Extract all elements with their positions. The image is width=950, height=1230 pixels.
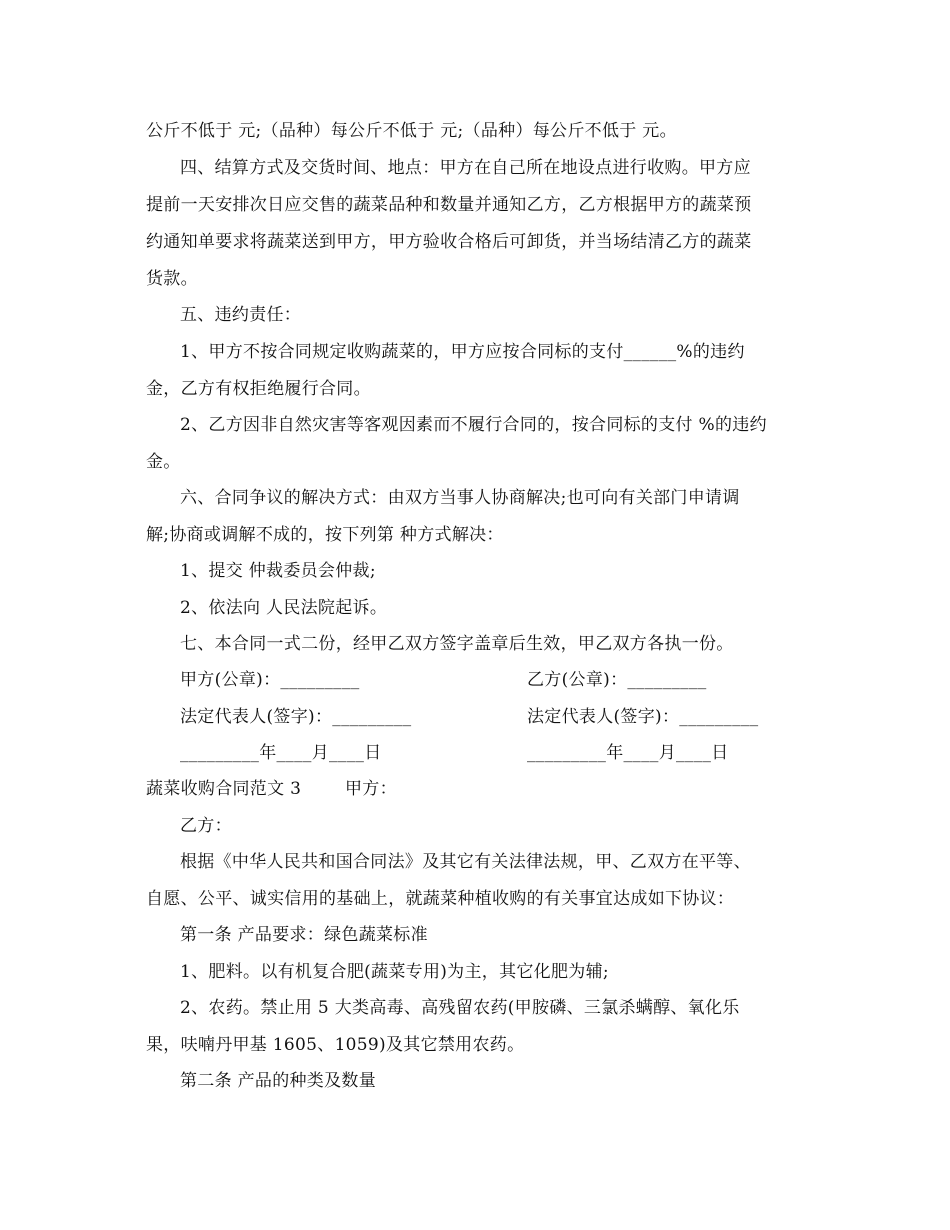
section-title: 蔬菜收购合同范文 3 [146, 779, 302, 799]
paragraph-line: 约通知单要求将蔬菜送到甲方，甲方验收合格后可卸货，并当场结清乙方的蔬菜 [146, 232, 752, 252]
party-a-representative: 法定代表人(签字)：_________ [180, 707, 412, 727]
paragraph-line: 提前一天安排次日应交售的蔬菜品种和数量并通知乙方，乙方根据甲方的蔬菜预 [146, 195, 752, 215]
party-b-representative: 法定代表人(签字)：_________ [527, 707, 759, 727]
paragraph-line: 货款。 [146, 269, 198, 289]
party-b-date: _________年____月____日 [527, 743, 729, 763]
article-heading: 第一条 产品要求：绿色蔬菜标准 [180, 925, 428, 945]
paragraph-line: 六、合同争议的解决方式：由双方当事人协商解决;也可向有关部门申请调 [180, 488, 740, 508]
paragraph-line: 2、农药。禁止用 5 大类高毒、高残留农药(甲胺磷、三氯杀螨醇、氧化乐 [180, 998, 740, 1018]
party-a-label: 甲方： [345, 779, 397, 799]
party-b-label: 乙方： [180, 816, 232, 836]
party-a-seal: 甲方(公章)：_________ [180, 670, 360, 690]
paragraph-line: 1、肥料。以有机复合肥(蔬菜专用)为主，其它化肥为辅; [180, 962, 609, 982]
paragraph-line: 2、依法向 人民法院起诉。 [180, 598, 388, 618]
paragraph-line: 果，呋喃丹甲基 1605、1059)及其它禁用农药。 [146, 1035, 525, 1055]
paragraph-line: 四、结算方式及交货时间、地点：甲方在自己所在地设点进行收购。甲方应 [180, 158, 751, 178]
paragraph-line: 金，乙方有权拒绝履行合同。 [146, 379, 371, 399]
paragraph-line: 根据《中华人民共和国合同法》及其它有关法律法规，甲、乙双方在平等、 [180, 852, 751, 872]
paragraph-line: 1、提交 仲裁委员会仲裁; [180, 561, 376, 581]
paragraph-line: 公斤不低于 元;（品种）每公斤不低于 元;（品种）每公斤不低于 元。 [146, 121, 677, 141]
paragraph-line: 金。 [146, 452, 181, 472]
paragraph-line: 七、本合同一式二份，经甲乙双方签字盖章后生效，甲乙双方各执一份。 [180, 634, 734, 654]
section-heading: 五、违约责任： [180, 305, 302, 325]
paragraph-line: 解;协商或调解不成的，按下列第 种方式解决： [146, 525, 504, 545]
article-heading: 第二条 产品的种类及数量 [180, 1071, 377, 1091]
paragraph-line: 自愿、公平、诚实信用的基础上，就蔬菜种植收购的有关事宜达成如下协议： [146, 889, 735, 909]
party-a-date: _________年____月____日 [180, 743, 382, 763]
paragraph-line: 1、甲方不按合同规定收购蔬菜的，甲方应按合同标的支付______%的违约 [180, 342, 745, 362]
paragraph-line: 2、乙方因非自然灾害等客观因素而不履行合同的，按合同标的支付 %的违约 [180, 415, 767, 435]
party-b-seal: 乙方(公章)：_________ [527, 670, 707, 690]
